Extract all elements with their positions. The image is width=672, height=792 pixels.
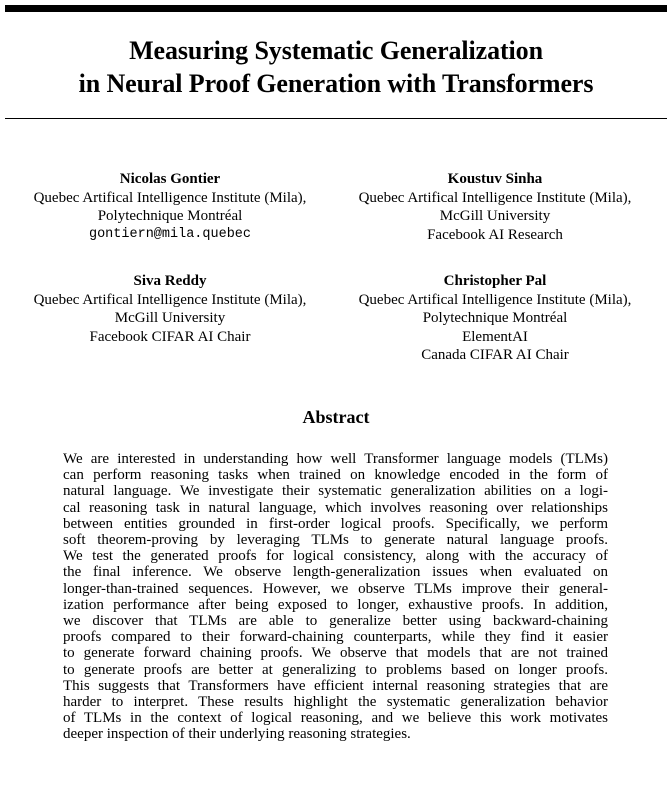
abstract-line: the final inference. We observe length-generalization issues when evaluated on	[63, 564, 608, 581]
author-block-reddy	[5, 272, 335, 346]
author-name: Siva Reddy	[133, 273, 207, 289]
author-affiliation: Polytechnique Montréal	[422, 310, 568, 326]
abstract-line: we discover that TLMs are able to generalize better using backward-chaining	[63, 613, 608, 630]
abstract-line: We are interested in understanding how well Transformer language models (TLMs)	[63, 451, 608, 467]
author-block-sinha	[330, 170, 660, 244]
abstract-line: deeper inspection of their underlying reasoning strategies.	[63, 726, 411, 743]
author-email: gontiern@mila.quebec	[88, 226, 252, 242]
author-affiliation: Quebec Artifical Intelligence Institute (Mila),	[358, 291, 632, 308]
author-affiliation: Quebec Artifical Intelligence Institute (Mila),	[33, 189, 307, 206]
abstract-line: cal reasoning task in natural language, which involves reasoning over relationships	[63, 499, 608, 516]
abstract-line: harder to interpret. These results highlight the systematic generalization behavior	[63, 694, 608, 711]
author-affiliation: Quebec Artifical Intelligence Institute (Mila),	[358, 189, 632, 206]
title-line: in Neural Proof Generation with Transformers	[78, 69, 594, 98]
abstract-line: proofs compared to their forward-chaining counterparts, while they find it easier	[63, 629, 608, 646]
abstract-line: of TLMs in the context of logical reasoning, and we believe this work motivates	[63, 710, 608, 727]
title-line: Measuring Systematic Generalization	[129, 36, 543, 65]
author-affiliation: Quebec Artifical Intelligence Institute (Mila),	[33, 291, 307, 308]
author-affiliation: Facebook CIFAR AI Chair	[89, 328, 251, 345]
author-name: Christopher Pal	[443, 273, 547, 289]
author-affiliation: Polytechnique Montréal	[97, 208, 243, 224]
abstract-line: soft theorem-proving by leveraging TLMs to generate natural language proofs.	[63, 532, 608, 549]
abstract-line: can perform reasoning tasks when trained on knowledge encoded in the form of	[63, 467, 608, 484]
abstract-line: between entities grounded in first-order logical proofs. Specifically, we perform	[63, 515, 608, 532]
author-affiliation: McGill University	[439, 208, 551, 224]
abstract-line: to generate forward chaining proofs. We observe that models that are not trained	[63, 645, 608, 662]
abstract-line: longer-than-trained sequences. However, we observe TLMs improve their general-	[63, 580, 608, 597]
title-rule	[5, 118, 667, 119]
author-affiliation: Facebook AI Research	[427, 226, 563, 243]
author-affiliation: ElementAI	[462, 328, 528, 345]
abstract-line: natural language. We investigate their systematic generalization abilities on a logi-	[63, 483, 608, 500]
author-affiliation: McGill University	[114, 310, 226, 326]
author-affiliation: Canada CIFAR AI Chair	[421, 347, 569, 363]
author-name: Koustuv Sinha	[447, 171, 543, 187]
paper-title	[0, 34, 672, 100]
abstract-line: to generate proofs are better at generalizing to problems based on longer proofs.	[63, 661, 608, 678]
abstract-body	[63, 451, 608, 743]
abstract-line: This suggests that Transformers have efficient internal reasoning strategies that are	[63, 677, 608, 694]
author-block-gontier	[5, 170, 335, 244]
abstract-heading: Abstract	[302, 407, 370, 427]
author-name: Nicolas Gontier	[119, 171, 221, 187]
abstract-line: ization performance after being exposed to longer, exhaustive proofs. In addition,	[63, 596, 608, 613]
abstract-line: We test the generated proofs for logical consistency, along with the accuracy of	[63, 548, 608, 565]
top-rule	[5, 5, 667, 12]
author-block-pal	[330, 272, 660, 365]
